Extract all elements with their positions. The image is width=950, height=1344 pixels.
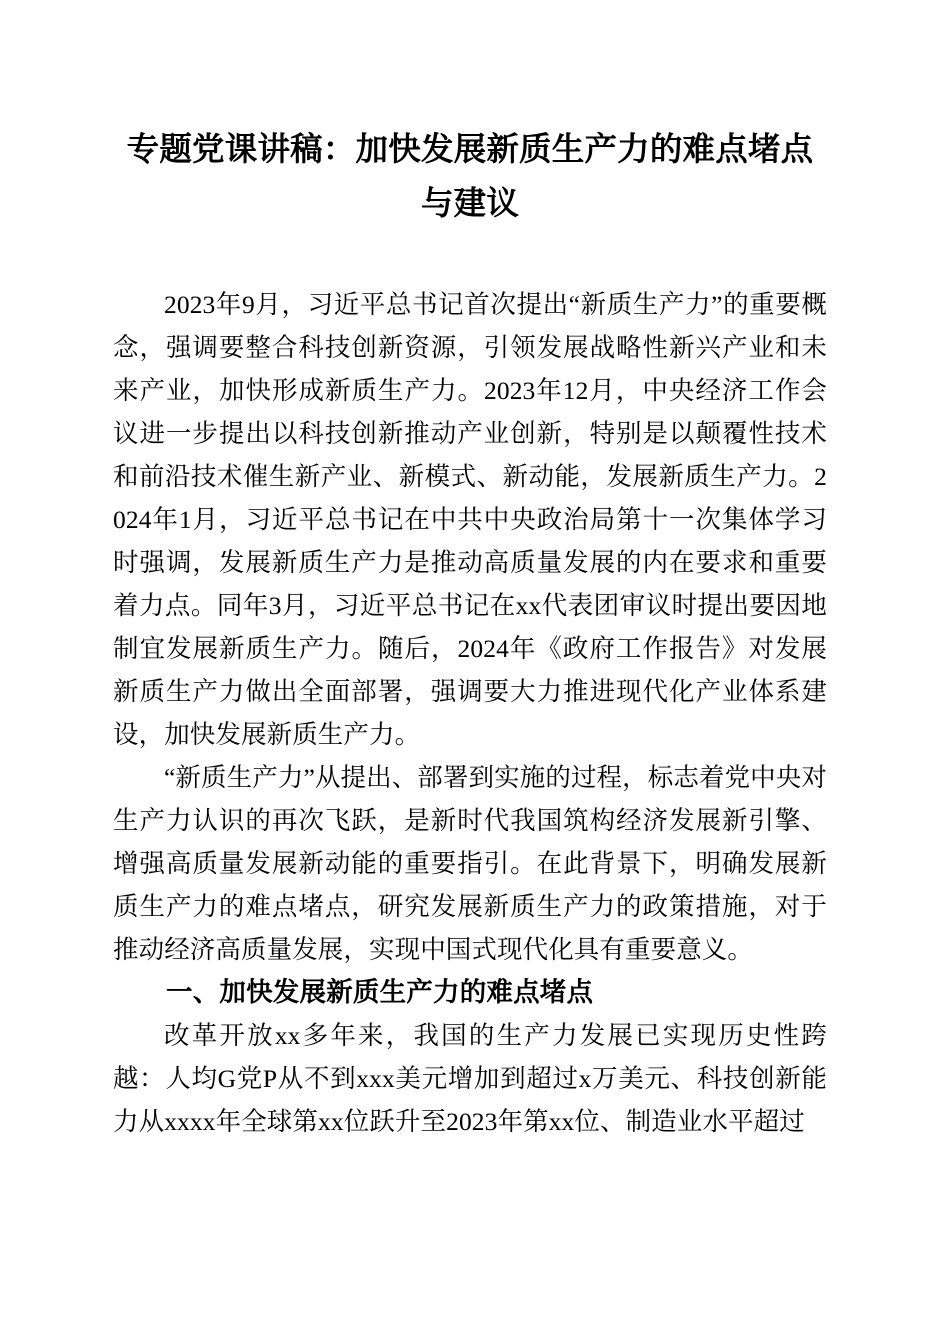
intro-paragraph: 2023年9月，习近平总书记首次提出“新质生产力”的重要概念，强调要整合科技创新资源，引领发展战略性新兴产业和未来产业，加快形成新质生产力。2023年12月，中央经济工作会议进一步提出以科技创新推动产业创新，特别是以颠覆性技术和前沿技术催生新产业、新模式、新动能，发展新质生产力。2024年1月，习近平总书记在中共中央政治局第十一次集体学习时强调，发展新质生产力是推动高质量发展的内在要求和重要着力点。同年3月，习近平总书记在xx代表团审议时提出要因地制宜发展新质生产力。随后，2024年《政府工作报告》对发展新质生产力做出全面部署，强调要大力推进现代化产业体系建设，加快发展新质生产力。 [113, 290, 827, 749]
page-title: 专题党课讲稿：加快发展新质生产力的难点堵点与建议 [126, 131, 814, 221]
section-one-heading: 一、加快发展新质生产力的难点堵点 [166, 977, 594, 1007]
reform-achievements-paragraph: 改革开放xx多年来，我国的生产力发展已实现历史性跨越：人均G党P从不到xxx美元增加到超过x万美元、科技创新能力从xxxx年全球第xx位跃升至2023年第xx位、制造业水平超过 [113, 1021, 827, 1136]
significance-paragraph: “新质生产力”从提出、部署到实施的过程，标志着党中央对生产力认识的再次飞跃，是新时代我国筑构经济发展新引擎、增强高质量发展新动能的重要指引。在此背景下，明确发展新质生产力的难点堵点，研究发展新质生产力的政策措施，对于推动经济高质量发展，实现中国式现代化具有重要意义。 [113, 763, 827, 964]
page-content [113, 0, 827, 1143]
